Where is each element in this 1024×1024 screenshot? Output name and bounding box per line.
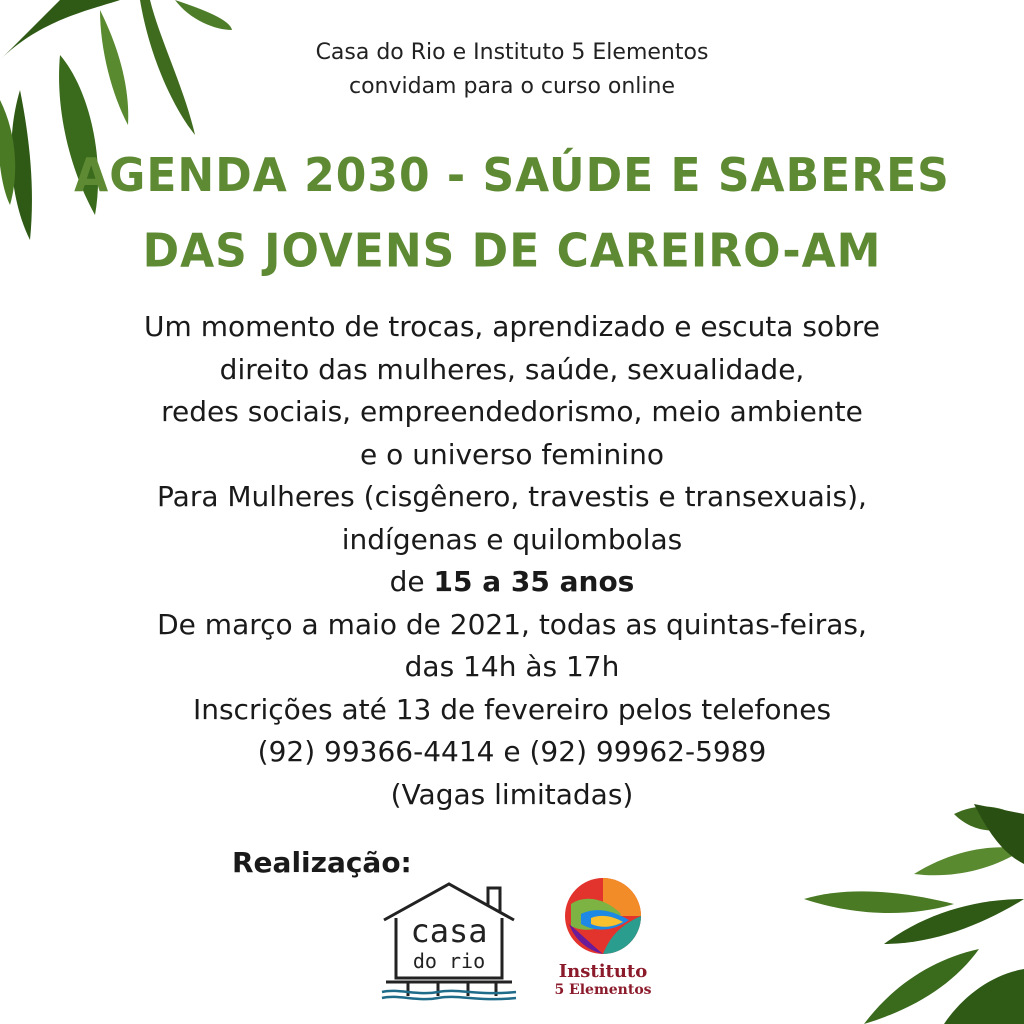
instituto-emblem-icon: [561, 874, 645, 958]
intro-line: Casa do Rio e Instituto 5 Elementos: [315, 40, 709, 65]
schedule-line: das 14h às 17h: [404, 650, 620, 683]
intro-text: [0, 36, 1024, 104]
event-description: [0, 306, 1024, 816]
realizacao-label: Realização:: [232, 846, 412, 879]
description-line: redes sociais, empreendedorismo, meio ambiente: [161, 395, 863, 428]
description-line: Para Mulheres (cisgênero, travestis e transexuais),: [157, 480, 867, 513]
event-title: [0, 138, 1024, 289]
limited-spots: (Vagas limitadas): [390, 777, 634, 811]
description-line: e o universo feminino: [360, 437, 664, 471]
instituto-5-elementos-logo: [548, 874, 658, 1004]
casa-do-rio-logo: [378, 878, 520, 1002]
title-line: DAS JOVENS DE CAREIRO-AM: [142, 224, 882, 279]
intro-line: convidam para o curso online: [348, 74, 676, 99]
description-line: Um momento de trocas, aprendizado e escuta sobre: [144, 310, 880, 343]
leaves-bottom-right-icon: [804, 794, 1024, 1024]
svg-text:casa: casa: [410, 912, 488, 950]
description-line: indígenas e quilombolas: [341, 522, 683, 556]
instituto-subtitle: 5 Elementos: [554, 982, 652, 998]
age-range: 15 a 35 anos: [433, 565, 635, 598]
schedule-line: De março a maio de 2021, todas as quintas-feiras,: [157, 607, 867, 641]
instituto-name: Instituto: [558, 961, 648, 982]
phone-numbers: (92) 99366-4414 e (92) 99962-5989: [257, 735, 767, 768]
registration-line: Inscrições até 13 de fevereiro pelos telefones: [192, 692, 832, 726]
age-line: [0, 561, 1024, 604]
title-line: AGENDA 2030 - SAÚDE E SABERES: [74, 148, 950, 203]
svg-text:do rio: do rio: [412, 949, 486, 973]
age-prefix: de: [389, 565, 434, 598]
description-line: direito das mulheres, saúde, sexualidade,: [219, 352, 805, 386]
